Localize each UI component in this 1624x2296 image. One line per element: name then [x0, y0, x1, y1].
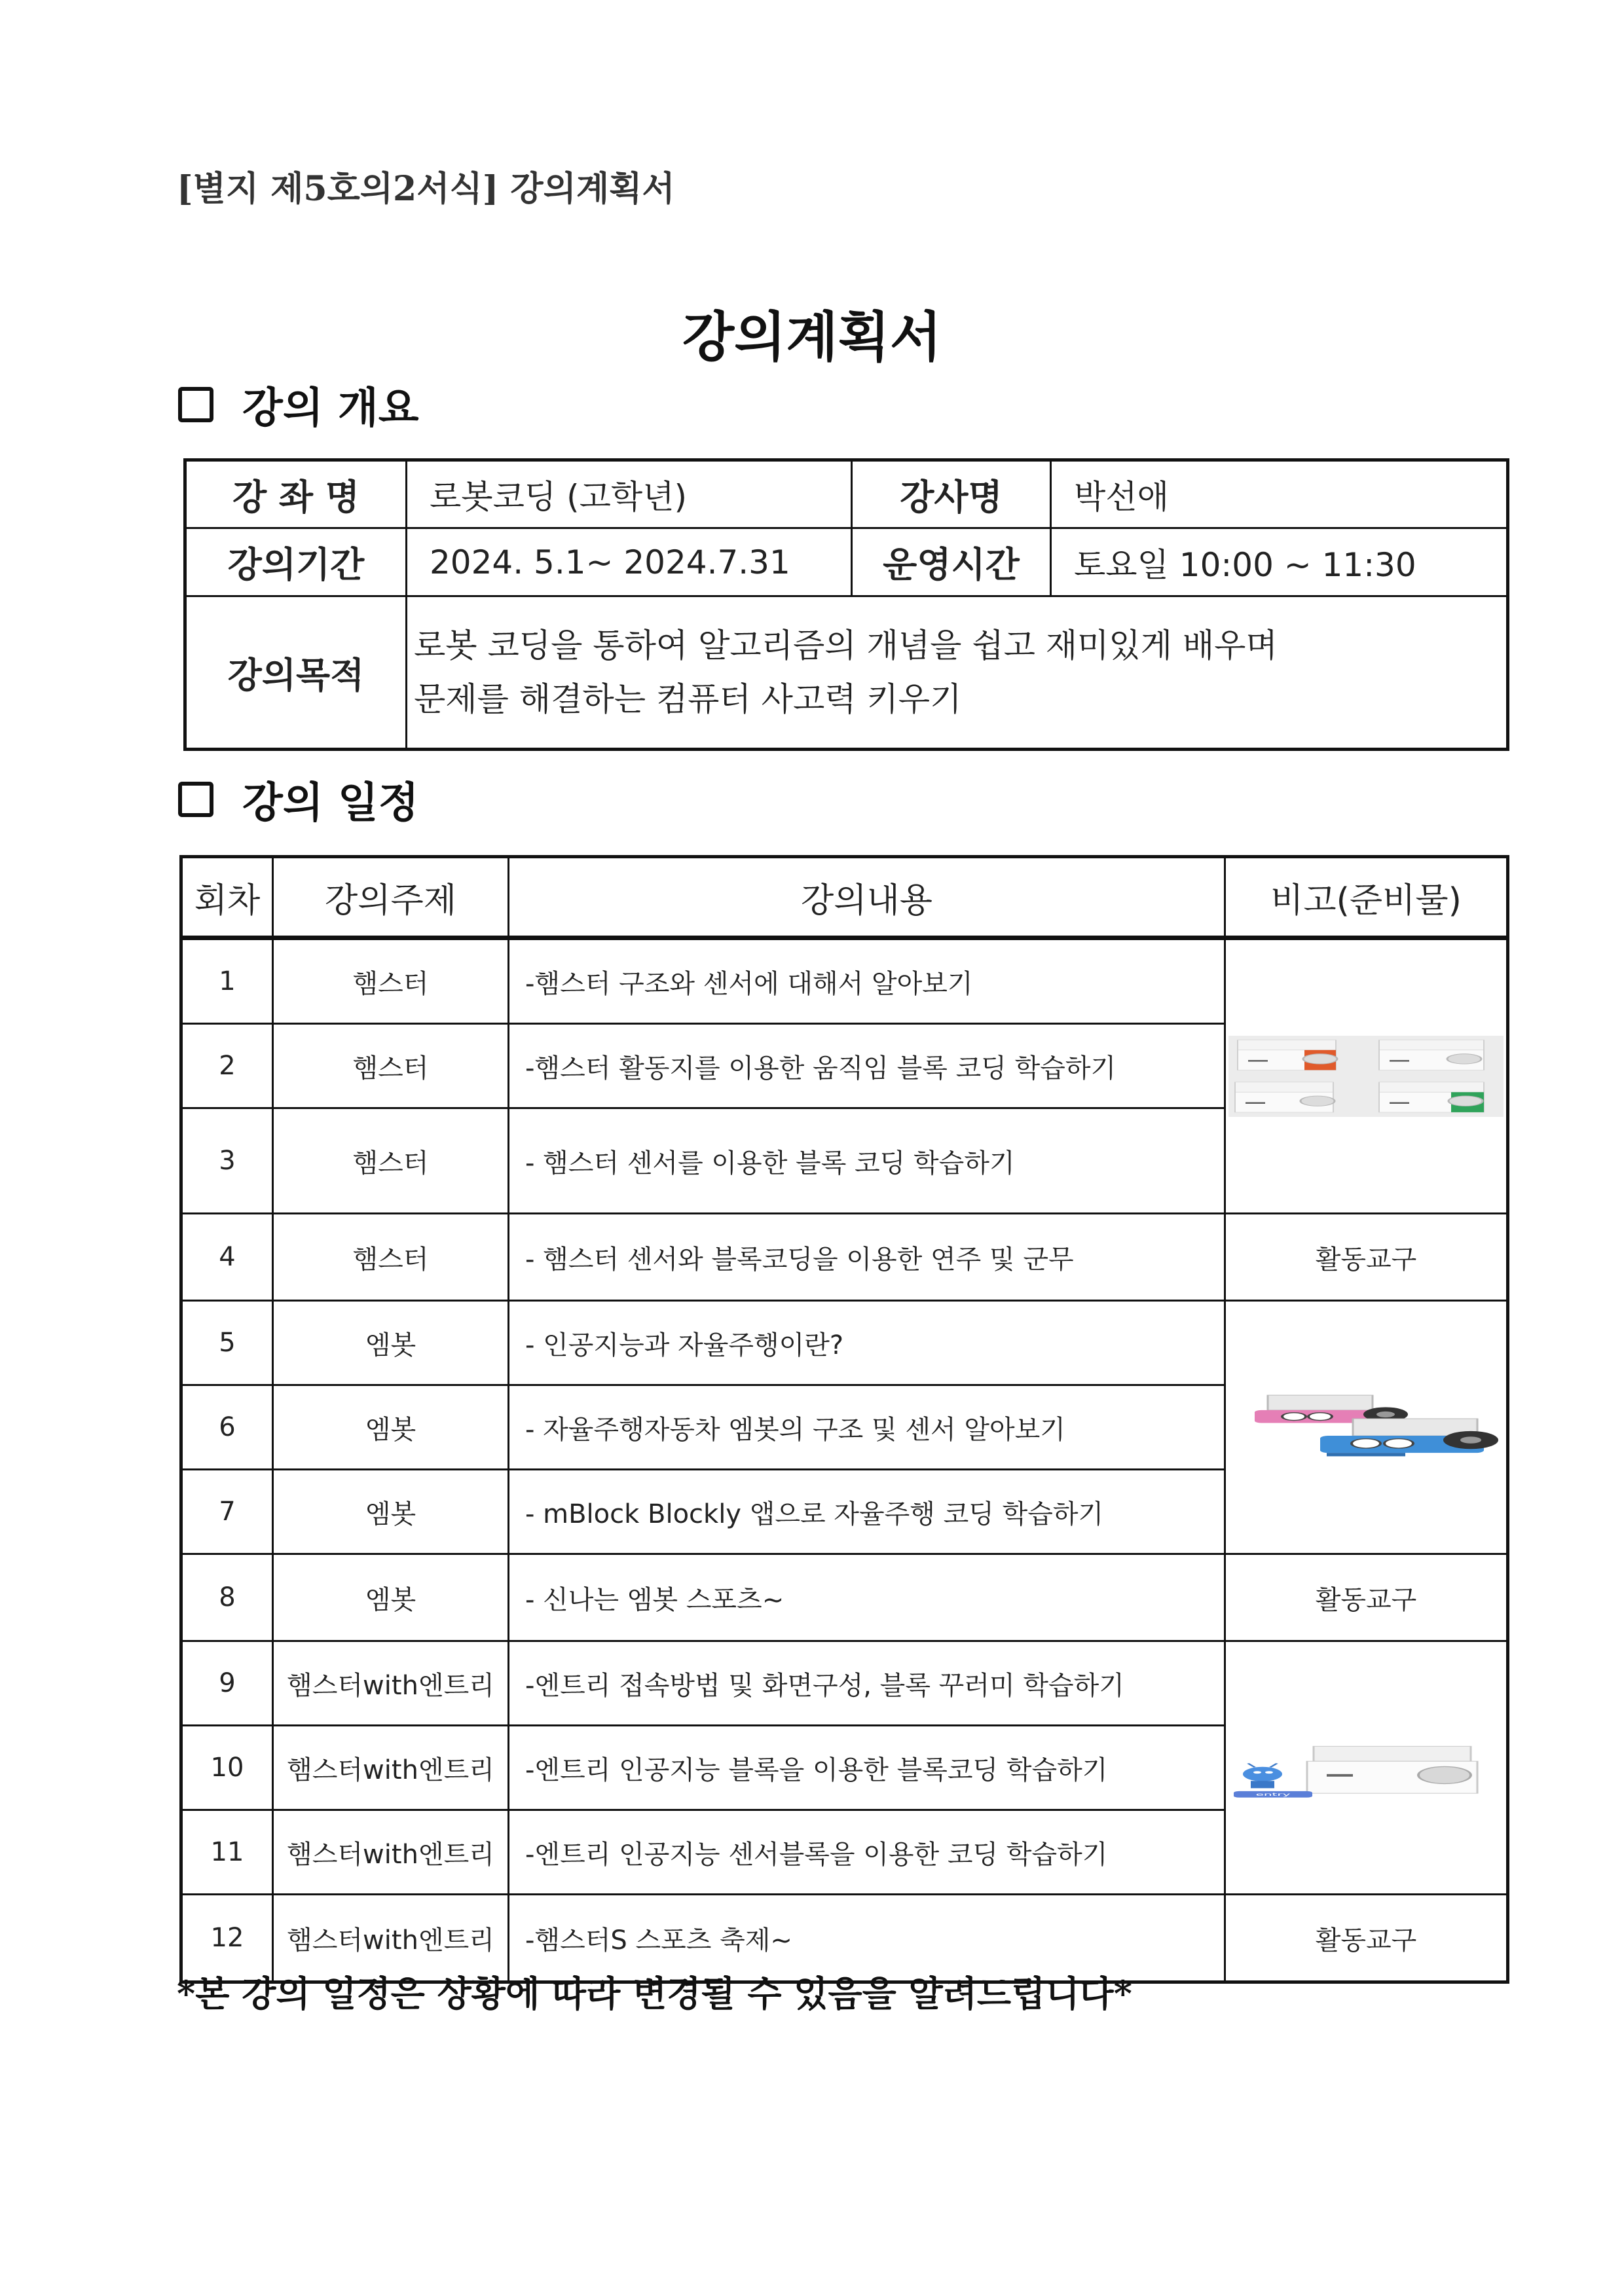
- session-content: - 인공지능과 자율주행이란?: [509, 1301, 1225, 1385]
- overview-table: [183, 458, 1509, 751]
- session-content: -엔트리 접속방법 및 화면구성, 블록 꾸러미 학습하기: [509, 1641, 1225, 1726]
- table-row: [181, 1554, 1508, 1641]
- mbot-robots-image: [1225, 1301, 1508, 1554]
- session-number: 9: [181, 1641, 273, 1726]
- session-number: 12: [181, 1895, 273, 1982]
- session-content: - 신나는 엠봇 스포츠~: [509, 1554, 1225, 1641]
- session-note: 활동교구: [1225, 1554, 1508, 1641]
- session-number: 5: [181, 1301, 273, 1385]
- instructor-value: 박선애: [1051, 460, 1508, 528]
- session-content: - 햄스터 센서와 블록코딩을 이용한 연주 및 군무: [509, 1214, 1225, 1301]
- table-row: [181, 1214, 1508, 1301]
- schedule-footnote: *본 강의 일정은 상황에 따라 변경될 수 있음을 알려드립니다*: [177, 1973, 1132, 2014]
- header-note: 비고(준비물): [1225, 857, 1508, 938]
- period-label: 강의기간: [185, 528, 407, 596]
- session-topic: 햄스터: [273, 1108, 509, 1214]
- session-topic: 햄스터with엔트리: [273, 1641, 509, 1726]
- overview-heading-text: 강의 개요: [242, 384, 419, 433]
- session-number: 11: [181, 1810, 273, 1895]
- purpose-line-1: 로봇 코딩을 통하여 알고리즘의 개념을 쉽고 재미있게 배우며: [414, 627, 1278, 665]
- header-topic: 강의주제: [273, 857, 509, 938]
- session-number: 1: [181, 938, 273, 1024]
- hamster-robots-image: [1225, 938, 1508, 1214]
- schedule-table: [179, 855, 1509, 1984]
- session-number: 4: [181, 1214, 273, 1301]
- course-name-label: 강 좌 명: [185, 460, 407, 528]
- session-topic: 햄스터: [273, 1214, 509, 1301]
- header-content: 강의내용: [509, 857, 1225, 938]
- form-label: [별지 제5호의2서식] 강의계획서: [177, 169, 675, 209]
- session-topic: 햄스터: [273, 938, 509, 1024]
- session-topic: 엠봇: [273, 1385, 509, 1470]
- header-session: 회차: [181, 857, 273, 938]
- session-number: 3: [181, 1108, 273, 1214]
- purpose-label: 강의목적: [185, 596, 407, 750]
- session-topic: 엠봇: [273, 1301, 509, 1385]
- checkbox-icon: [178, 387, 213, 422]
- table-row: [181, 1641, 1508, 1726]
- session-content: - 자율주행자동차 엠봇의 구조 및 센서 알아보기: [509, 1385, 1225, 1470]
- hamster-entry-image: [1225, 1641, 1508, 1895]
- overview-heading: [178, 374, 419, 435]
- schedule-heading: [178, 769, 419, 829]
- period-value: 2024. 5.1~ 2024.7.31: [407, 528, 852, 596]
- course-name-value: 로봇코딩 (고학년): [407, 460, 852, 528]
- session-topic: 엠봇: [273, 1470, 509, 1554]
- session-number: 7: [181, 1470, 273, 1554]
- session-content: -엔트리 인공지능 블록을 이용한 블록코딩 학습하기: [509, 1726, 1225, 1810]
- session-number: 6: [181, 1385, 273, 1470]
- hours-label: 운영시간: [852, 528, 1051, 596]
- table-row: [181, 1301, 1508, 1385]
- session-note: 활동교구: [1225, 1895, 1508, 1982]
- session-note: 활동교구: [1225, 1214, 1508, 1301]
- session-number: 2: [181, 1024, 273, 1108]
- session-number: 8: [181, 1554, 273, 1641]
- session-topic: 햄스터with엔트리: [273, 1726, 509, 1810]
- session-content: -햄스터S 스포츠 축제~: [509, 1895, 1225, 1982]
- table-row: [181, 938, 1508, 1024]
- hours-value: 토요일 10:00 ~ 11:30: [1051, 528, 1508, 596]
- checkbox-icon: [178, 782, 213, 817]
- session-topic: 햄스터: [273, 1024, 509, 1108]
- session-content: -햄스터 구조와 센서에 대해서 알아보기: [509, 938, 1225, 1024]
- instructor-label: 강사명: [852, 460, 1051, 528]
- session-number: 10: [181, 1726, 273, 1810]
- session-topic: 햄스터with엔트리: [273, 1810, 509, 1895]
- session-content: - 햄스터 센서를 이용한 블록 코딩 학습하기: [509, 1108, 1225, 1214]
- session-content: - mBlock Blockly 앱으로 자율주행 코딩 학습하기: [509, 1470, 1225, 1554]
- session-topic: 엠봇: [273, 1554, 509, 1641]
- session-topic: 햄스터with엔트리: [273, 1895, 509, 1982]
- schedule-heading-text: 강의 일정: [242, 778, 419, 828]
- document-title: 강의계획서: [682, 306, 942, 369]
- session-content: -햄스터 활동지를 이용한 움직임 블록 코딩 학습하기: [509, 1024, 1225, 1108]
- purpose-value: [407, 596, 1508, 750]
- entry-logo-text: entry: [1255, 1791, 1291, 1797]
- session-content: -엔트리 인공지능 센서블록을 이용한 코딩 학습하기: [509, 1810, 1225, 1895]
- purpose-line-2: 문제를 해결하는 컴퓨터 사고력 키우기: [414, 680, 962, 718]
